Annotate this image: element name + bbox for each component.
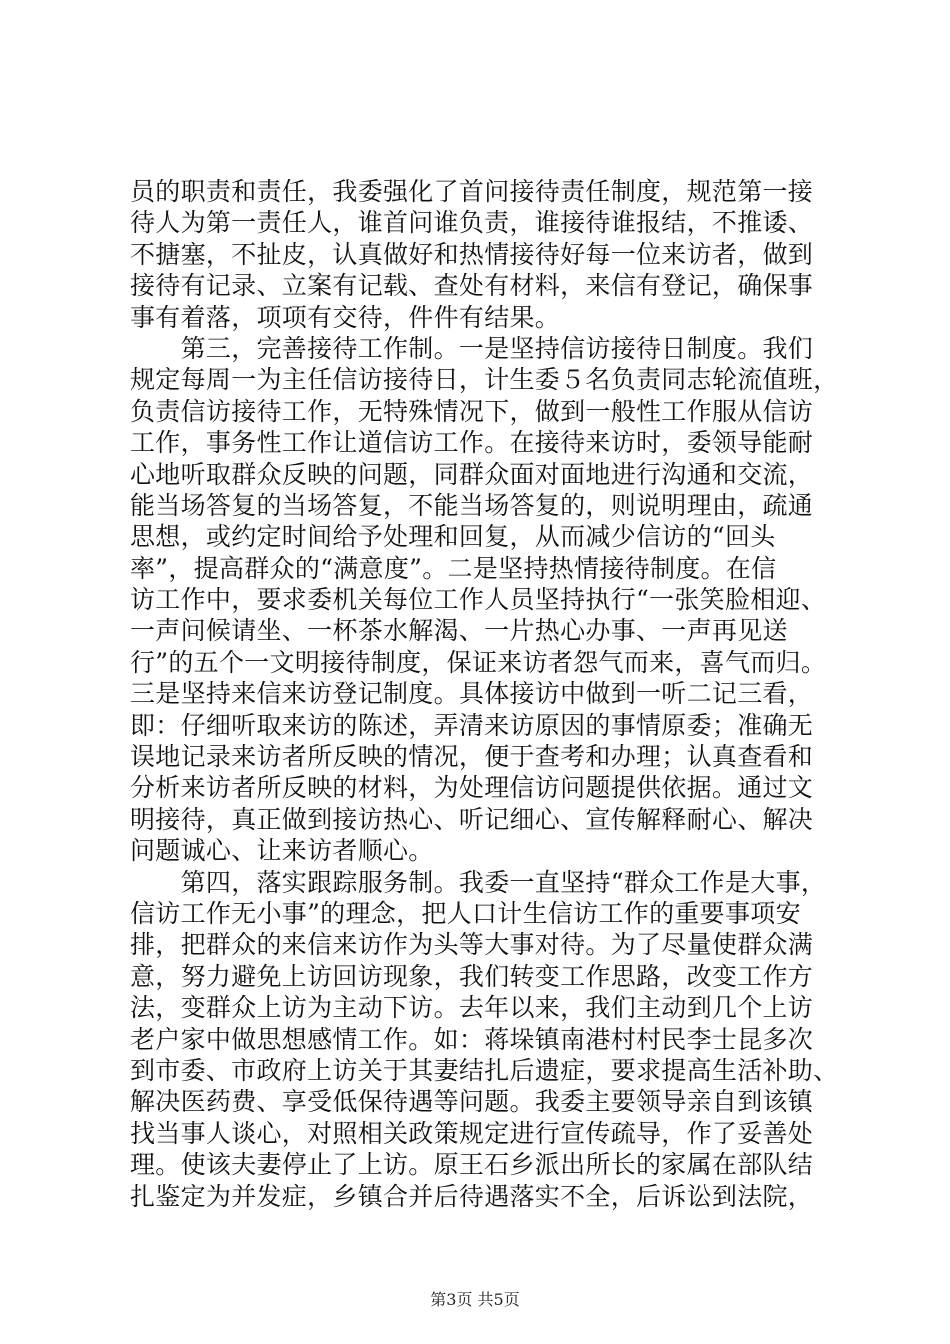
text-line: 问题诚心、让来访者顺心。 bbox=[130, 836, 434, 866]
text-line: 访工作中，要求委机关每位工作人员坚持执行“一张笑脸相迎、 bbox=[130, 585, 827, 615]
text-line: 意，努力避免上访回访现象，我们转变工作思路，改变工作方 bbox=[130, 961, 814, 991]
text-line: 理。使该夫妻停止了上访。原王石乡派出所长的家属在部队结 bbox=[130, 1150, 814, 1180]
text-line: 行”的五个一文明接待制度，保证来访者怨气而来，喜气而归。 bbox=[130, 647, 827, 677]
text-line: 扎鉴定为并发症，乡镇合并后待遇落实不全，后诉讼到法院， bbox=[130, 1181, 814, 1211]
text-line: 排，把群众的来信来访作为头等大事对待。为了尽量使群众满 bbox=[130, 930, 814, 960]
text-line: 到市委、市政府上访关于其妻结扎后遗症，要求提高生活补助、 bbox=[130, 1055, 839, 1085]
text-line: 第三，完善接待工作制。一是坚持信访接待日制度。我们 bbox=[130, 333, 814, 363]
text-line: 即：仔细听取来访的陈述，弄清来访原因的事情原委；准确无 bbox=[130, 710, 814, 740]
text-line: 思想，或约定时间给予处理和回复，从而减少信访的“回头 bbox=[130, 522, 776, 552]
text-line: 分析来访者所反映的材料，为处理信访问题提供依据。通过文 bbox=[130, 773, 814, 803]
text-line: 信访工作无小事”的理念，把人口计生信访工作的重要事项安 bbox=[130, 898, 801, 928]
text-line: 三是坚持来信来访登记制度。具体接访中做到一听二记三看， bbox=[130, 679, 814, 709]
text-line: 一声问候请坐、一杯茶水解渴、一片热心办事、一声再见送 bbox=[130, 616, 788, 646]
text-line: 法，变群众上访为主动下访。去年以来，我们主动到几个上访 bbox=[130, 993, 814, 1023]
text-line: 率”，提高群众的“满意度”。二是坚持热情接待制度。在信 bbox=[130, 553, 777, 583]
text-line: 工作，事务性工作让道信访工作。在接待来访时，委领导能耐 bbox=[130, 428, 814, 458]
body-text bbox=[130, 176, 839, 1212]
text-line: 规定每周一为主任信访接待日，计生委５名负责同志轮流值班， bbox=[130, 365, 839, 395]
text-line: 事有着落，项项有交待，件件有结果。 bbox=[130, 302, 561, 332]
text-line: 第四，落实跟踪服务制。我委一直坚持“群众工作是大事， bbox=[130, 867, 827, 897]
text-line: 老户家中做思想感情工作。如：蒋垛镇南港村村民李士昆多次 bbox=[130, 1024, 814, 1054]
text-line: 负责信访接待工作，无特殊情况下，做到一般性工作服从信访 bbox=[130, 396, 814, 426]
text-line: 待人为第一责任人，谁首问谁负责，谁接待谁报结，不推诿、 bbox=[130, 208, 814, 238]
text-line: 心地听取群众反映的问题，同群众面对面地进行沟通和交流， bbox=[130, 459, 814, 489]
text-line: 员的职责和责任，我委强化了首问接待责任制度，规范第一接 bbox=[130, 177, 814, 206]
page-number-label: 第3页 共5页 bbox=[430, 1290, 520, 1309]
text-line: 不搪塞，不扯皮，认真做好和热情接待好每一位来访者，做到 bbox=[130, 239, 814, 269]
page-footer bbox=[0, 1290, 950, 1310]
text-line: 接待有记录、立案有记载、查处有材料，来信有登记，确保事 bbox=[130, 271, 814, 301]
text-line: 解决医药费、享受低保待遇等问题。我委主要领导亲自到该镇 bbox=[130, 1087, 814, 1117]
text-line: 误地记录来访者所反映的情况，便于查考和办理；认真查看和 bbox=[130, 742, 814, 772]
text-line: 找当事人谈心，对照相关政策规定进行宣传疏导，作了妥善处 bbox=[130, 1118, 814, 1148]
text-line: 能当场答复的当场答复，不能当场答复的，则说明理由，疏通 bbox=[130, 490, 814, 520]
text-line: 明接待，真正做到接访热心、听记细心、宣传解释耐心、解决 bbox=[130, 804, 814, 834]
